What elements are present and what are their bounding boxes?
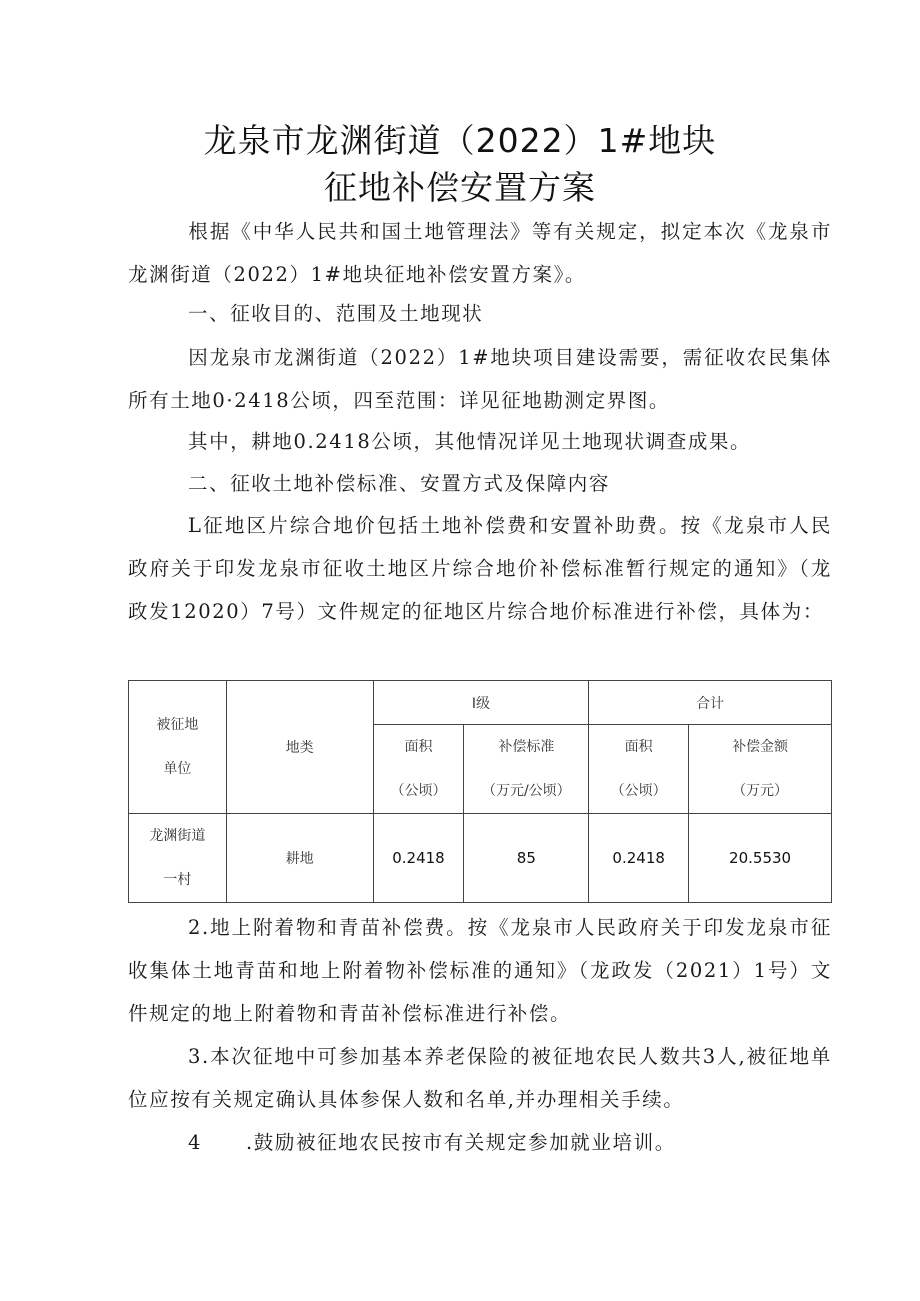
header-total: 合计 xyxy=(589,681,832,725)
row-standard: 85 xyxy=(464,814,589,903)
header-area2-unit: （公顷） xyxy=(610,783,667,799)
section1-paragraph2 xyxy=(128,420,832,463)
intro-paragraph xyxy=(128,210,832,296)
item2-text: 2.地上附着物和青苗补偿费。按《龙泉市人民政府关于印发龙泉市征收集体土地青苗和地上附着物补偿标准的通知》（龙政发（2021）1号）文件规定的地上附着物和青苗补偿标准进行补偿。 xyxy=(128,916,832,1025)
header-land-type: 地类 xyxy=(226,681,373,814)
header-area2-cell xyxy=(589,725,689,814)
header-standard: 补偿标准 xyxy=(498,739,555,755)
document-title-line2: 征地补偿安置方案 xyxy=(324,168,596,207)
row-area-total: 0.2418 xyxy=(589,814,689,903)
row-unit-line1: 龙渊街道 xyxy=(149,828,206,844)
section2-p1-text: L征地区片综合地价包括土地补偿费和安置补助费。按《龙泉市人民政府关于印发龙泉市征收土地区片综合地价补偿标准暂行规定的通知》（龙政发12020）7号）文件规定的征地区片综合地价标准进行补偿，具体为： xyxy=(128,514,832,623)
table-row xyxy=(129,814,832,903)
item3-paragraph xyxy=(128,1035,832,1121)
header-unit-line2: 单位 xyxy=(163,761,192,777)
section2-heading xyxy=(128,462,832,505)
compensation-table xyxy=(128,680,832,903)
header-area: 面积 xyxy=(404,739,433,755)
header-area2: 面积 xyxy=(624,739,653,755)
section1-heading-text: 一、征收目的、范围及土地现状 xyxy=(188,302,484,325)
header-standard-unit: （万元/公顷） xyxy=(481,783,571,799)
row-amount: 20.5530 xyxy=(689,814,832,903)
table-header-row1 xyxy=(129,681,832,725)
header-amount: 补偿金额 xyxy=(732,739,789,755)
header-unit-cell xyxy=(129,681,227,814)
section1-heading xyxy=(128,292,832,335)
header-area-unit: （公顷） xyxy=(390,783,447,799)
item4-text: .鼓励被征地农民按市有关规定参加就业培训。 xyxy=(246,1131,676,1154)
row-unit-line2: 一村 xyxy=(163,872,192,888)
item2-paragraph xyxy=(128,906,832,1035)
section2-heading-text: 二、征收土地补偿标准、安置方式及保障内容 xyxy=(188,472,611,495)
section1-paragraph1 xyxy=(128,336,832,422)
header-amount-unit: （万元） xyxy=(732,783,789,799)
header-amount-cell xyxy=(689,725,832,814)
intro-text: 根据《中华人民共和国土地管理法》等有关规定，拟定本次《龙泉市龙渊街道（2022）1#地块征地补偿安置方案》。 xyxy=(128,220,832,286)
document-title-line1: 龙泉市龙渊街道（2022）1#地块 xyxy=(203,121,717,160)
row-unit-cell xyxy=(129,814,227,903)
section1-p2-text: 其中，耕地0.2418公顷，其他情况详见土地现状调查成果。 xyxy=(188,430,752,453)
section2-paragraph1 xyxy=(128,504,832,633)
item3-text: 3.本次征地中可参加基本养老保险的被征地农民人数共3人,被征地单位应按有关规定确认具体参保人数和名单,并办理相关手续。 xyxy=(128,1045,832,1111)
section1-p1-text: 因龙泉市龙渊街道（2022）1#地块项目建设需要，需征收农民集体所有土地0·2418公顷，四至范围：详见征地勘测定界图。 xyxy=(128,346,832,412)
row-land-type: 耕地 xyxy=(226,814,373,903)
header-standard-cell xyxy=(464,725,589,814)
item4-number: 4 xyxy=(188,1131,203,1154)
header-unit-line1: 被征地 xyxy=(156,717,199,733)
header-grade: Ⅰ级 xyxy=(373,681,589,725)
header-area-cell xyxy=(373,725,464,814)
row-area: 0.2418 xyxy=(373,814,464,903)
item4-paragraph xyxy=(128,1121,832,1164)
